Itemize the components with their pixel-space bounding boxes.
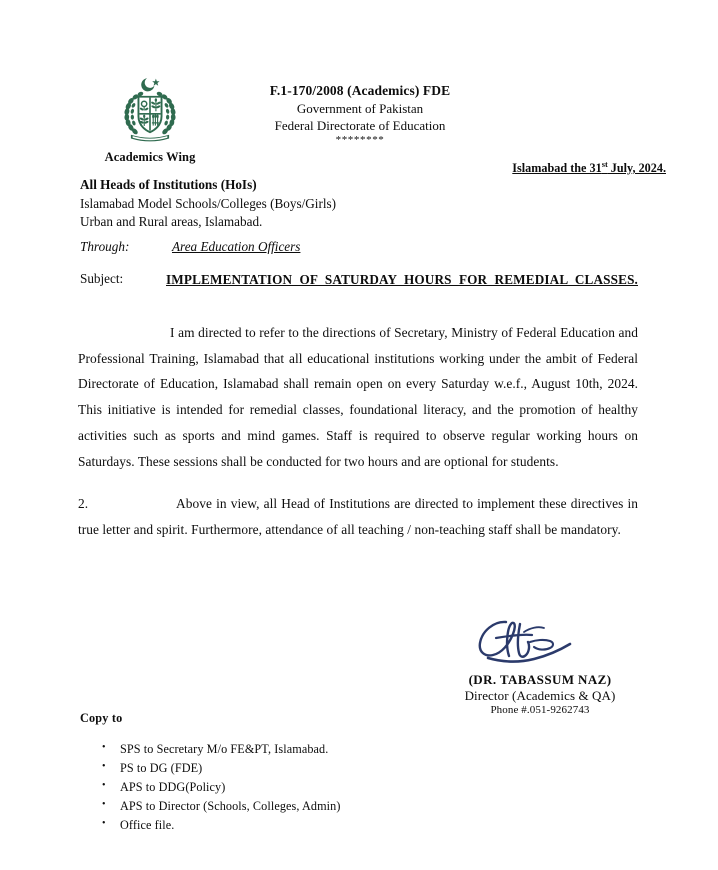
pakistan-state-emblem-icon [113, 76, 187, 148]
list-item: • PS to DG (FDE) [80, 759, 500, 778]
copy-to-list [80, 740, 500, 835]
issue-date [512, 161, 666, 176]
signatory-name: (DR. TABASSUM NAZ) [468, 672, 612, 687]
department-title: Federal Directorate of Education [274, 117, 446, 133]
subject-text: IMPLEMENTATION OF SATURDAY HOURS FOR REMEDIAL CLASSES. [166, 272, 638, 287]
subject-label: Subject: [80, 271, 124, 286]
body-paragraph-2: Above in view, all Head of Institutions are directed to implement these directives in true letter and spirit. Furthermore, attendance of all teaching / non-teaching staff shall be mandatory. [78, 496, 638, 538]
file-number: F.1-170/2008 (Academics) FDE [269, 83, 451, 98]
emblem-block [80, 76, 220, 165]
body-paragraph-1: I am directed to refer to the directions of Secretary, Ministry of Federal Education and Professional Training, Islamabad that all educational institutions working under the ambit of Federal Directorate of Education, Islamabad shall remain open on every Saturday w.e.f., August 10th, 2024. This initiative is intended for remedial classes, foundational literacy, and the promotion of healthy activities such as sports and mind games. Staff is required to observe regular working hours on Saturdays. These sessions shall be conducted for two hours and are optional for students. [78, 325, 638, 469]
addressee-line-3: Urban and Rural areas, Islamabad. [80, 214, 263, 230]
government-title: Government of Pakistan [296, 100, 424, 116]
addressee-block [80, 176, 550, 232]
handwritten-signature-icon [460, 612, 620, 670]
date-prefix: Islamabad the 31 [512, 161, 602, 175]
letterhead-titles [200, 82, 520, 148]
paragraph-number: 2. [78, 496, 89, 512]
list-item: • Office file. [80, 816, 500, 835]
body-paragraph-2-block [78, 491, 638, 542]
signature-block [400, 612, 680, 716]
date-ordinal: st [601, 159, 608, 169]
copy-to-block [80, 711, 500, 835]
list-item: • SPS to Secretary M/o FE&PT, Islamabad. [80, 740, 500, 759]
subject-row [80, 270, 638, 310]
copy-to-heading: Copy to [80, 711, 123, 725]
star-separator: ******** [335, 134, 385, 147]
through-label: Through: [80, 239, 130, 254]
academics-wing-label: Academics Wing [104, 150, 196, 164]
letterhead [0, 0, 718, 175]
addressee-line-1: All Heads of Institutions (HoIs) [80, 177, 257, 192]
letter-body [78, 320, 638, 543]
through-row [80, 239, 300, 255]
through-value: Area Education Officers [172, 239, 301, 254]
list-item: • APS to DDG(Policy) [80, 778, 500, 797]
addressee-line-2: Islamabad Model Schools/Colleges (Boys/Girls) [80, 195, 337, 211]
list-item: • APS to Director (Schools, Colleges, Admin) [80, 797, 500, 816]
signatory-title: Director (Academics & QA) [464, 688, 616, 703]
date-suffix: July, 2024. [607, 161, 666, 175]
signatory-phone: Phone #.051-9262743 [490, 704, 590, 716]
